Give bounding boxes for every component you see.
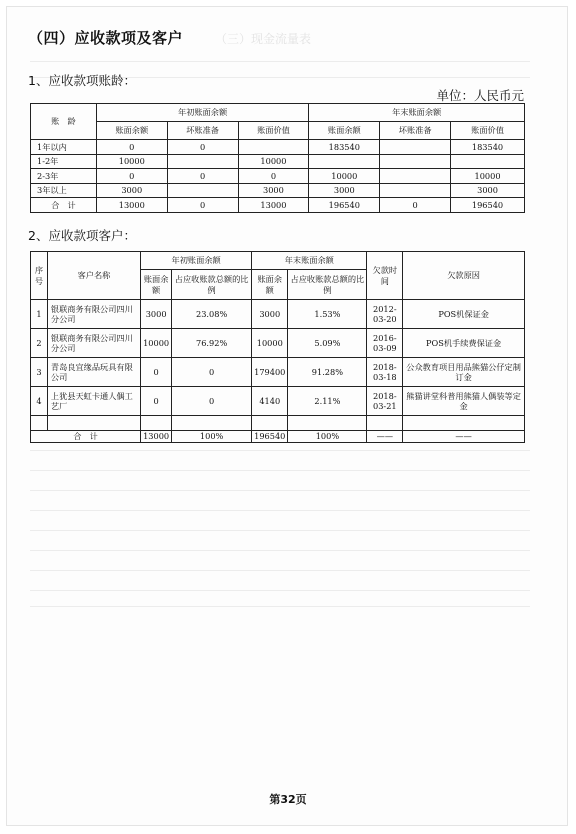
age-label: 1年以内 bbox=[31, 140, 97, 155]
bleed-through-line bbox=[30, 606, 530, 607]
end-balance: 10000 bbox=[252, 329, 288, 358]
table-cell: 13000 bbox=[238, 198, 309, 213]
table-cell: 0 bbox=[96, 140, 167, 155]
header-debt-date: 欠款时间 bbox=[367, 252, 403, 300]
table-cell: 196540 bbox=[451, 198, 525, 213]
total-label: 合 计 bbox=[31, 431, 141, 443]
bleed-through-line bbox=[30, 470, 530, 471]
table-cell bbox=[451, 154, 525, 169]
end-balance: 4140 bbox=[252, 387, 288, 416]
table-cell: 196540 bbox=[309, 198, 380, 213]
debt-reason: POS机保证金 bbox=[403, 300, 525, 329]
table-cell: 0 bbox=[380, 198, 451, 213]
header-col: 坏账准备 bbox=[167, 122, 238, 140]
begin-ratio: 0 bbox=[172, 387, 252, 416]
table-row bbox=[31, 387, 525, 416]
table-cell bbox=[380, 154, 451, 169]
section-title: （四）应收款项及客户 bbox=[28, 29, 184, 47]
table-cell: 183540 bbox=[309, 140, 380, 155]
header-col: 坏账准备 bbox=[380, 122, 451, 140]
debt-date: 2018-03-18 bbox=[367, 358, 403, 387]
begin-balance: 10000 bbox=[141, 329, 172, 358]
customer-name: 银联商务有限公司四川分公司 bbox=[47, 300, 140, 329]
table-cell: 10000 bbox=[451, 169, 525, 184]
bleed-through-line bbox=[30, 490, 530, 491]
table-cell bbox=[380, 169, 451, 184]
end-ratio: 5.09% bbox=[288, 329, 367, 358]
table-row bbox=[31, 329, 525, 358]
table-cell: 10000 bbox=[96, 154, 167, 169]
table-row bbox=[31, 358, 525, 387]
table-cell: 0 bbox=[96, 169, 167, 184]
table-cell: 10000 bbox=[309, 169, 380, 184]
table-cell: 13000 bbox=[96, 198, 167, 213]
header-col: 账面余额 bbox=[96, 122, 167, 140]
customer-name: 青岛良宜缘品玩具有限公司 bbox=[47, 358, 140, 387]
bleed-through-line bbox=[30, 61, 530, 62]
header-balance: 账面余额 bbox=[141, 270, 172, 300]
age-label: 1-2年 bbox=[31, 154, 97, 169]
table-row bbox=[31, 154, 525, 169]
debt-reason: 熊猫讲堂科普用熊猫人偶装等定金 bbox=[403, 387, 525, 416]
header-age: 账 龄 bbox=[31, 104, 97, 140]
header-customer-name: 客户名称 bbox=[47, 252, 140, 300]
header-col: 账面余额 bbox=[309, 122, 380, 140]
total-label: 合 计 bbox=[31, 198, 97, 213]
table-row bbox=[31, 300, 525, 329]
table-cell: 0 bbox=[238, 169, 309, 184]
debt-date: 2016-03-09 bbox=[367, 329, 403, 358]
begin-balance: 0 bbox=[141, 387, 172, 416]
total-begin-balance: 13000 bbox=[141, 431, 172, 443]
header-ratio: 占应收账款总额的比例 bbox=[172, 270, 252, 300]
bleed-through-line bbox=[30, 590, 530, 591]
table-cell bbox=[380, 140, 451, 155]
table-cell bbox=[309, 154, 380, 169]
page-number: 第32页 bbox=[269, 793, 307, 806]
row-seq: 2 bbox=[31, 329, 48, 358]
debt-date: 2018-03-21 bbox=[367, 387, 403, 416]
row-seq: 3 bbox=[31, 358, 48, 387]
total-end-ratio: 100% bbox=[288, 431, 367, 443]
total-reason: —— bbox=[403, 431, 525, 443]
bleed-through-line bbox=[30, 530, 530, 531]
bleed-through-line bbox=[30, 570, 530, 571]
table-cell: 3000 bbox=[451, 183, 525, 198]
header-end-balance-group: 年末账面余额 bbox=[252, 252, 367, 270]
begin-ratio: 76.92% bbox=[172, 329, 252, 358]
header-debt-reason: 欠款原因 bbox=[403, 252, 525, 300]
table-cell bbox=[238, 140, 309, 155]
begin-ratio: 23.08% bbox=[172, 300, 252, 329]
table-cell: 10000 bbox=[238, 154, 309, 169]
table-cell bbox=[167, 183, 238, 198]
table-row bbox=[31, 183, 525, 198]
header-begin-balance-group: 年初账面余额 bbox=[96, 104, 309, 122]
bleed-through-line bbox=[30, 450, 530, 451]
debt-date: 2012-03-20 bbox=[367, 300, 403, 329]
end-balance: 179400 bbox=[252, 358, 288, 387]
table-cell: 0 bbox=[167, 140, 238, 155]
bleed-through-line bbox=[30, 510, 530, 511]
table-cell: 0 bbox=[167, 169, 238, 184]
end-balance: 3000 bbox=[252, 300, 288, 329]
header-begin-balance-group: 年初账面余额 bbox=[141, 252, 252, 270]
begin-balance: 0 bbox=[141, 358, 172, 387]
table-row bbox=[31, 140, 525, 155]
bleed-through-text: （三）现金流量表 bbox=[215, 32, 312, 46]
row-seq: 4 bbox=[31, 387, 48, 416]
begin-ratio: 0 bbox=[172, 358, 252, 387]
table-cell bbox=[380, 183, 451, 198]
header-col: 账面价值 bbox=[451, 122, 525, 140]
table-cell: 3000 bbox=[96, 183, 167, 198]
header-seq: 序号 bbox=[31, 252, 48, 300]
age-label: 2-3年 bbox=[31, 169, 97, 184]
receivables-customers-table bbox=[30, 251, 525, 443]
total-date: —— bbox=[367, 431, 403, 443]
header-balance: 账面余额 bbox=[252, 270, 288, 300]
table-cell: 0 bbox=[167, 198, 238, 213]
table-cell: 3000 bbox=[238, 183, 309, 198]
table-cell: 3000 bbox=[309, 183, 380, 198]
begin-balance: 3000 bbox=[141, 300, 172, 329]
customers-subtitle: 2、应收款项客户： bbox=[28, 228, 136, 243]
header-ratio: 占应收账款总额的比例 bbox=[288, 270, 367, 300]
currency-unit-label: 单位：人民币元 bbox=[436, 88, 524, 103]
receivables-aging-table bbox=[30, 103, 525, 213]
bleed-through-line bbox=[30, 550, 530, 551]
customer-name: 银联商务有限公司四川分公司 bbox=[47, 329, 140, 358]
empty-row bbox=[31, 416, 525, 431]
end-ratio: 2.11% bbox=[288, 387, 367, 416]
total-row bbox=[31, 431, 525, 443]
row-seq: 1 bbox=[31, 300, 48, 329]
total-begin-ratio: 100% bbox=[172, 431, 252, 443]
end-ratio: 91.28% bbox=[288, 358, 367, 387]
total-end-balance: 196540 bbox=[252, 431, 288, 443]
table-cell bbox=[167, 154, 238, 169]
table-row bbox=[31, 169, 525, 184]
customer-name: 上犹县天虹卡通人偶工艺厂 bbox=[47, 387, 140, 416]
age-label: 3年以上 bbox=[31, 183, 97, 198]
end-ratio: 1.53% bbox=[288, 300, 367, 329]
header-end-balance-group: 年末账面余额 bbox=[309, 104, 525, 122]
aging-subtitle: 1、应收款项账龄： bbox=[28, 73, 136, 88]
table-cell: 183540 bbox=[451, 140, 525, 155]
debt-reason: 公众教育项目用品熊猫公仔定制订金 bbox=[403, 358, 525, 387]
header-col: 账面价值 bbox=[238, 122, 309, 140]
total-row bbox=[31, 198, 525, 213]
debt-reason: POS机手续费保证金 bbox=[403, 329, 525, 358]
